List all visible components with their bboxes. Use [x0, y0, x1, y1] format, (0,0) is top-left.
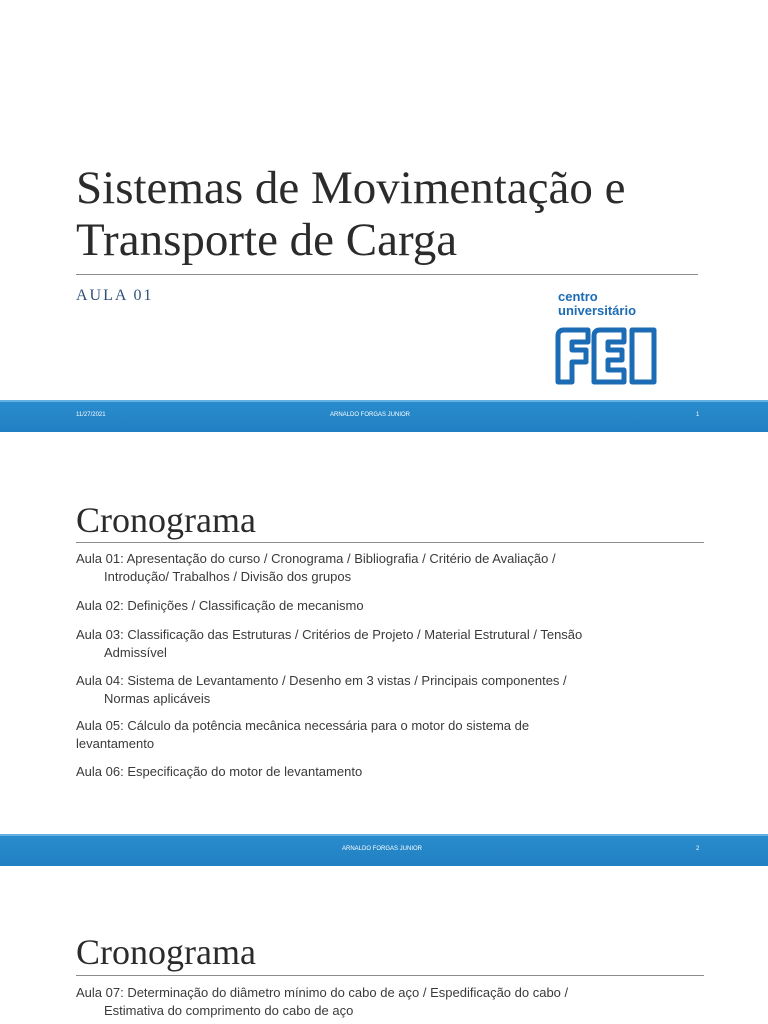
schedule-item: [76, 597, 676, 615]
slide-3-divider: [76, 975, 704, 976]
schedule-item: [76, 672, 676, 708]
slide-2: [0, 432, 768, 866]
slide-3-title: Cronograma: [76, 932, 256, 972]
logo-text-line-2: universitário: [558, 303, 637, 318]
schedule-item-line-2: levantamento: [76, 736, 155, 751]
schedule-item-line-1: Aula 03: Classificação das Estruturas / Critérios de Projeto / Material Estrutural / Tensão: [76, 627, 583, 642]
logo-text-line-1: centro: [558, 289, 598, 304]
schedule-item-line-1: Aula 06: Especificação do motor de levantamento: [76, 764, 363, 779]
schedule-item: [76, 717, 676, 753]
footer-date: 11/27/2021: [76, 412, 106, 418]
fei-logo: [552, 290, 662, 390]
schedule-item: [76, 626, 676, 662]
slide-2-footer: [0, 834, 768, 866]
title-line-1: Sistemas de Movimentação e: [76, 162, 626, 214]
slide-2-title: Cronograma: [76, 500, 256, 540]
title-line-2: Transporte de Carga: [76, 214, 458, 266]
schedule-item-line-2: Estimativa do comprimento do cabo de aço: [104, 1003, 354, 1018]
presentation-title: [76, 162, 626, 266]
footer-author: ARNALDO FORGAS JUNIOR: [330, 412, 411, 418]
schedule-item-line-1: Aula 02: Definições / Classificação de mecanismo: [76, 598, 364, 613]
schedule-item-line-1: Aula 01: Apresentação do curso / Cronograma / Bibliografia / Critério de Avaliação /: [76, 551, 556, 566]
schedule-item-line-1: Aula 07: Determinação do diâmetro mínimo do cabo de aço / Espedificação do cabo /: [76, 985, 569, 1000]
fei-logo-mark: [554, 326, 660, 386]
schedule-item-line-2: Normas aplicáveis: [104, 691, 211, 706]
schedule-item-line-2: Introdução/ Trabalhos / Divisão dos grupos: [104, 569, 352, 584]
slide-3: [0, 866, 768, 1024]
schedule-item: [76, 550, 676, 586]
schedule-item: [76, 763, 676, 781]
footer-page-number: 1: [696, 412, 700, 418]
slide-1-footer: [0, 400, 768, 432]
schedule-item-line-1: Aula 04: Sistema de Levantamento / Desenho em 3 vistas / Principais componentes /: [76, 673, 567, 688]
footer-page-number: 2: [696, 846, 700, 852]
schedule-item-line-1: Aula 05: Cálculo da potência mecânica necessária para o motor do sistema de: [76, 718, 530, 733]
lesson-subtitle: AULA 01: [76, 287, 154, 304]
schedule-item-line-2: Admissível: [104, 645, 167, 660]
title-divider: [76, 274, 698, 275]
slide-2-divider: [76, 542, 704, 543]
schedule-item: [76, 984, 676, 1020]
footer-author: ARNALDO FORGAS JUNIOR: [342, 846, 423, 852]
slide-1: [0, 0, 768, 432]
